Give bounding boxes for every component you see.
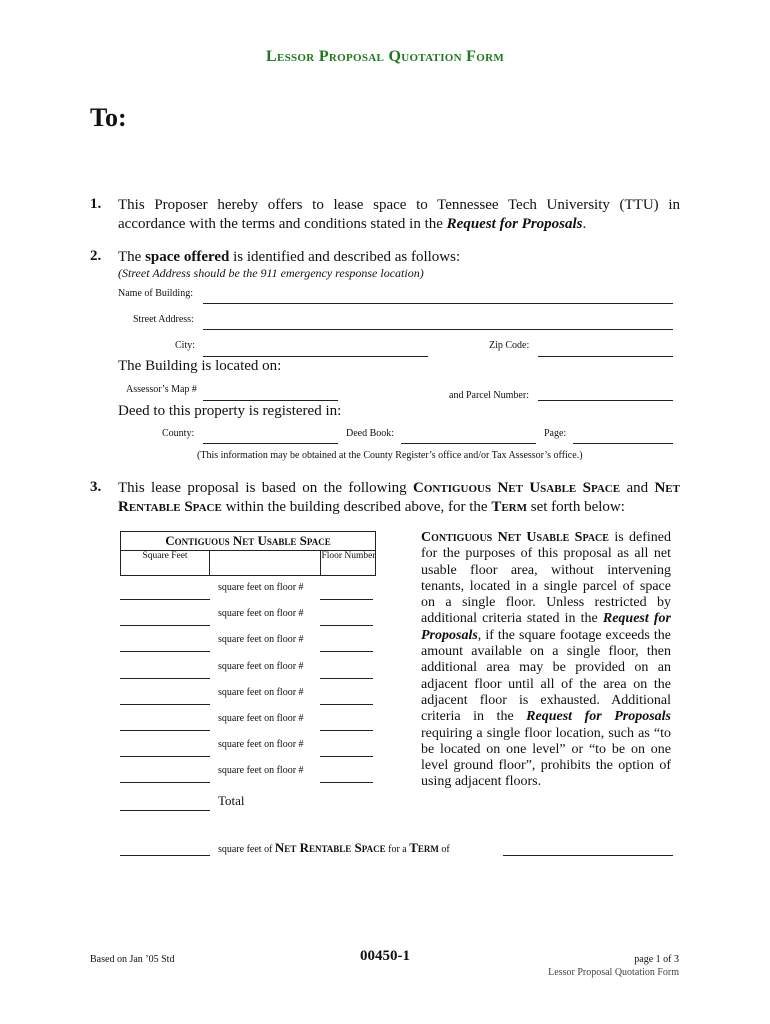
floor-number-field[interactable]	[320, 704, 373, 705]
footer-form-name: Lessor Proposal Quotation Form	[548, 967, 679, 978]
row-label: square feet on floor #	[218, 608, 304, 620]
row-label: square feet on floor #	[218, 634, 304, 646]
zip-code-field[interactable]	[538, 356, 673, 357]
rentable-space-text: square feet of Net Rentable Space for a Term of	[218, 840, 450, 855]
building-located-heading: The Building is located on:	[118, 358, 282, 374]
square-feet-field[interactable]	[120, 651, 210, 652]
square-feet-field[interactable]	[120, 625, 210, 626]
square-feet-field[interactable]	[120, 730, 210, 731]
table-heading: Contiguous Net Usable Space	[165, 533, 331, 548]
row-label: square feet on floor #	[218, 660, 304, 672]
square-feet-field[interactable]	[120, 678, 210, 679]
assessor-map-field[interactable]	[203, 400, 338, 401]
row-label: square feet on floor #	[218, 686, 304, 698]
floor-number-field[interactable]	[320, 782, 373, 783]
item-3-number: 3.	[90, 479, 102, 495]
square-feet-column-header: Square Feet	[121, 550, 210, 576]
square-feet-field[interactable]	[120, 782, 210, 783]
definition-paragraph: Contiguous Net Usable Space is defined for the purposes of this proposal as all net usable floor area, without intervening tenants, located in a single parcel of space on a single floor. Unless restricted by additional criteria stated in the Request for Proposals, if the square footage exceeds the amount available on a single floor, then additional area may be provided on an adjacent floor until all of the area on the adjacent floor is exhausted. Additional criteria in the Request for Proposals requiring a single floor location, such as “to be located on one level” or “to be on one level ground floor”, prohibits the option of using adjacent floors.	[421, 530, 671, 790]
floor-number-field[interactable]	[320, 599, 373, 600]
square-feet-field[interactable]	[120, 756, 210, 757]
deed-book-field[interactable]	[401, 443, 536, 444]
floor-number-field[interactable]	[320, 730, 373, 731]
row-label: square feet on floor #	[218, 739, 304, 751]
floor-number-field[interactable]	[320, 625, 373, 626]
term-field[interactable]	[503, 855, 673, 856]
assessor-map-label: Assessor’s Map #	[126, 384, 197, 395]
parcel-number-label: and Parcel Number:	[449, 390, 529, 401]
zip-code-label: Zip Code:	[489, 340, 530, 351]
footer-document-number: 00450-1	[360, 948, 410, 964]
total-square-feet-field[interactable]	[120, 810, 210, 811]
item-2-text: The space offered is identified and described as follows:	[118, 249, 461, 265]
city-label: City:	[175, 340, 196, 351]
square-feet-field[interactable]	[120, 599, 210, 600]
footer-page-number: page 1 of 3	[634, 954, 679, 965]
page-field[interactable]	[573, 443, 673, 444]
item-2-number: 2.	[90, 248, 102, 264]
square-feet-field[interactable]	[120, 704, 210, 705]
row-label: square feet on floor #	[218, 765, 304, 777]
total-label: Total	[218, 793, 245, 808]
city-field[interactable]	[203, 356, 428, 357]
rentable-square-feet-field[interactable]	[120, 855, 210, 856]
floor-number-column-header: Floor Number	[320, 550, 376, 576]
parcel-number-field[interactable]	[538, 400, 673, 401]
item-1-text: This Proposer hereby offers to lease space to Tennessee Tech University (TTU) in accordance with the terms and conditions stated in the Request for Proposals.	[118, 197, 680, 232]
form-title: Lessor Proposal Quotation Form	[265, 48, 505, 65]
info-note: (This information may be obtained at the County Register’s office and/or Tax Assessor’s office.)	[197, 450, 583, 461]
footer-based-on: Based on Jan ’05 Std	[90, 954, 175, 965]
county-field[interactable]	[203, 443, 338, 444]
street-address-field[interactable]	[203, 329, 673, 330]
item-3-text: This lease proposal is based on the following Contiguous Net Usable Space and Net Rentable Space within the building described above, for the Term set forth below:	[118, 480, 680, 515]
row-label: square feet on floor #	[218, 582, 304, 593]
item-1-number: 1.	[90, 196, 102, 212]
name-of-building-label: Name of Building:	[118, 288, 193, 299]
deed-book-label: Deed Book:	[346, 428, 395, 439]
floor-number-field[interactable]	[320, 756, 373, 757]
county-label: County:	[162, 428, 195, 439]
street-address-label: Street Address:	[133, 314, 194, 325]
address-note: (Street Address should be the 911 emergency response location)	[118, 266, 424, 280]
floor-number-field[interactable]	[320, 651, 373, 652]
deed-heading: Deed to this property is registered in:	[118, 403, 342, 419]
page-label: Page:	[544, 428, 567, 439]
to-label: To:	[90, 103, 127, 132]
name-of-building-field[interactable]	[203, 303, 673, 304]
floor-number-field[interactable]	[320, 678, 373, 679]
row-label: square feet on floor #	[218, 713, 304, 724]
usable-space-table-header	[120, 531, 376, 576]
